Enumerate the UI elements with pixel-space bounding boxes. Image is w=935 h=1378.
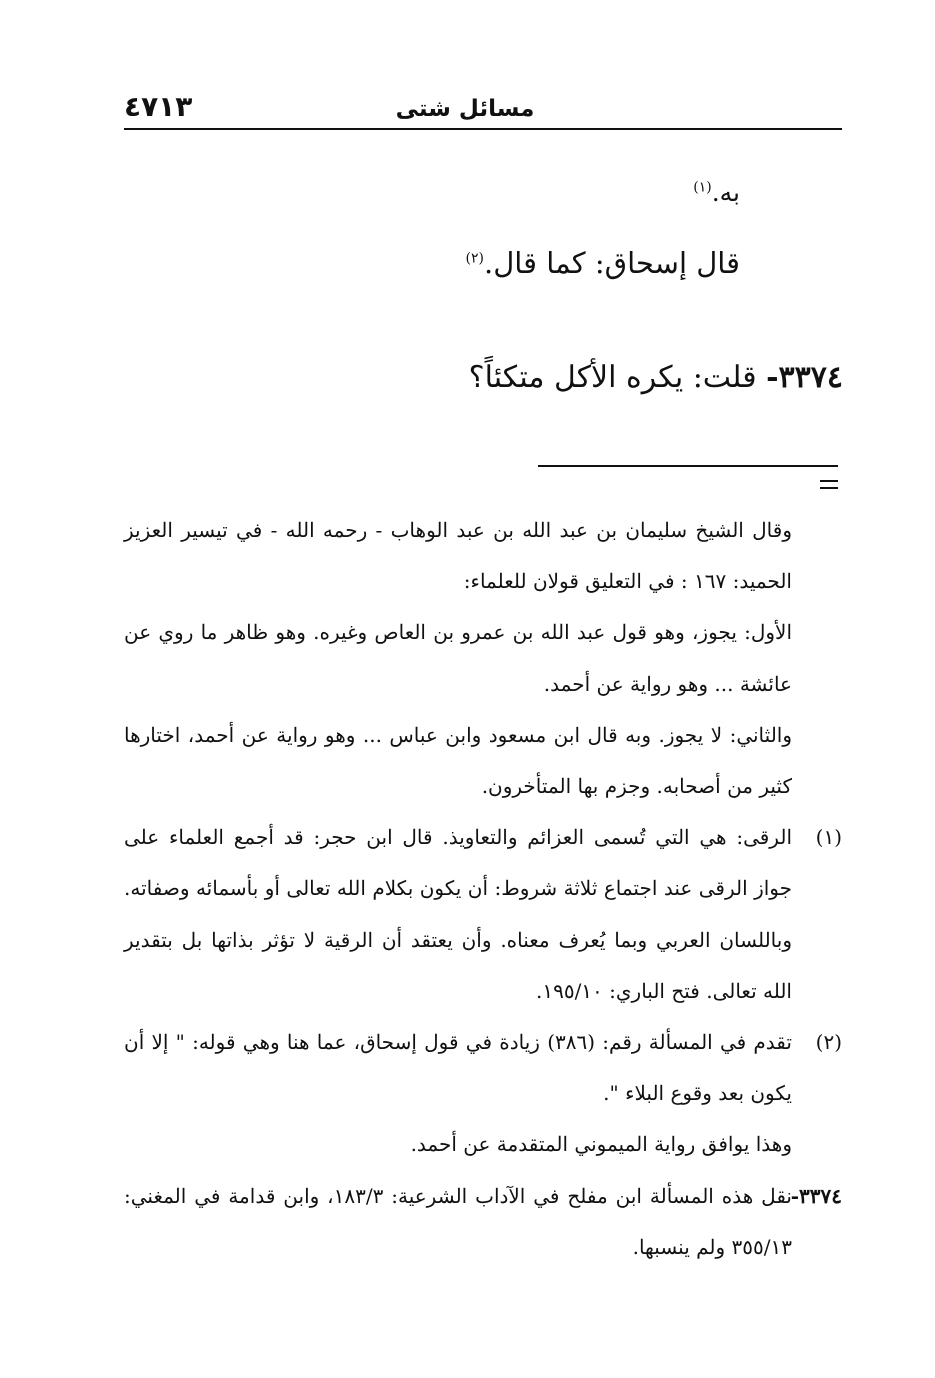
main-line-bih [120, 172, 740, 214]
main-line-ishaq [120, 240, 740, 286]
header-rule [124, 128, 842, 130]
running-header-title: مسائل شتى [395, 96, 535, 122]
footnote-1 [124, 812, 842, 1017]
footnote-2-marker: (٢) [815, 1030, 842, 1055]
footnote-3374-marker: ٣٣٧٤- [790, 1183, 842, 1208]
question-number: ٣٣٧٤- [766, 360, 843, 395]
continuation-mark [820, 480, 838, 489]
footnote-2 [124, 1017, 842, 1119]
footnote-continuation-para-1: وقال الشيخ سليمان بن عبد الله بن عبد الوهاب - رحمه الله - في تيسير العزيز الحميد: ١٦٧ : في التعليق قولان للعلماء: [124, 518, 792, 594]
footnote-separator [538, 465, 838, 467]
footnote-continuation-para-3: والثاني: لا يجوز. وبه قال ابن مسعود وابن عباس ... وهو رواية عن أحمد، اختارها كثير من أصحابه. وجزم بها المتأخرون. [124, 722, 792, 799]
footnote-1-marker: (١) [815, 825, 842, 850]
footnote-ref-1: (١) [693, 179, 712, 196]
footnote-2-extra: وهذا يوافق رواية الميموني المتقدمة عن أحمد. [410, 1132, 792, 1157]
footnote-1-text: الرقى: هي التي تُسمى العزائم والتعاويذ. قال ابن حجر: قد أجمع العلماء على جواز الرقى عند اجتماع ثلاثة شروط: أن يكون بكلام الله تعالى أو بأسمائه وصفاته. وباللسان العربي وبما يُعرف معناه. وأن يعتقد أن الرقية لا تؤثر بذاتها بل بتقدير الله تعالى. فتح الباري: ١٩٥/١٠. [124, 825, 792, 1003]
question-text: قلت: يكره الأكل متكئاً؟ [468, 360, 757, 395]
footnote-3374 [124, 1171, 842, 1273]
page-number: ٤٧١٣ [124, 90, 193, 123]
main-line-ishaq-text: قال إسحاق: كما قال. [483, 246, 740, 280]
question-3374 [223, 354, 843, 402]
footnote-ref-2: (٢) [465, 250, 484, 267]
footnote-3374-text: نقل هذه المسألة ابن مفلح في الآداب الشرعية: ١٨٣/٣، وابن قدامة في المغني: ٣٥٥/١٣ ولم ينسبها. [124, 1183, 792, 1259]
footnote-2-text: تقدم في المسألة رقم: (٣٨٦) زيادة في قول إسحاق، عما هنا وهي قوله: " إلا أن يكون بعد وقوع البلاء ". [124, 1030, 792, 1106]
footnotes [124, 505, 842, 1273]
main-line-bih-text: به. [711, 178, 740, 207]
footnote-continuation-para-2: الأول: يجوز، وهو قول عبد الله بن عمرو بن العاص وغيره. وهو ظاهر ما روي عن عائشة ... وهو رواية عن أحمد. [124, 620, 792, 696]
